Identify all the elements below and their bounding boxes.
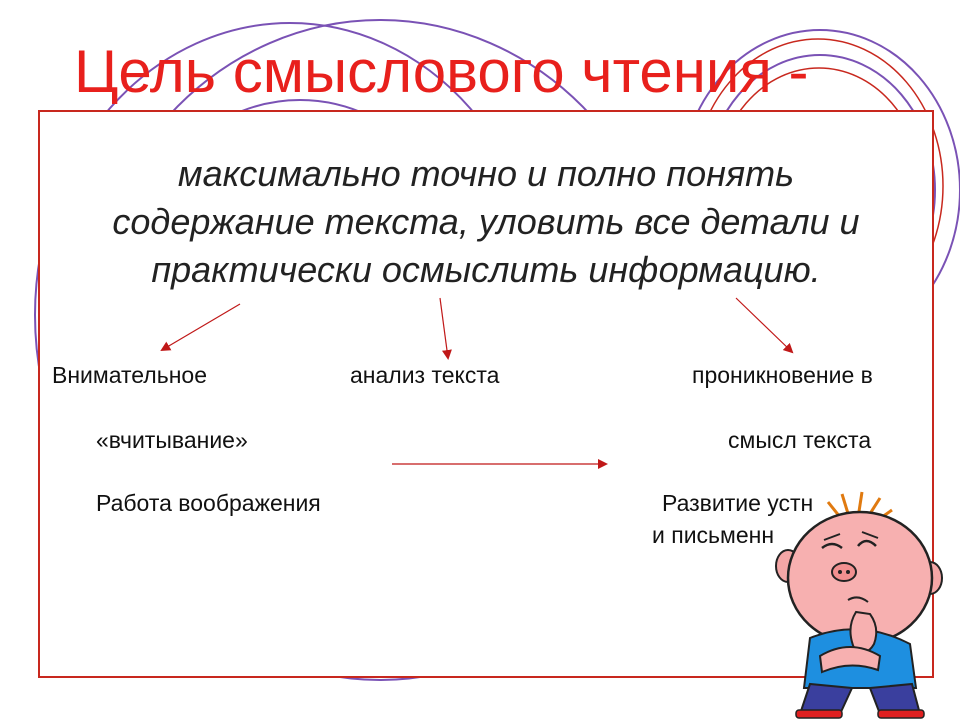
left-shoe — [796, 710, 842, 718]
definition-line-2: содержание текста, уловить все детали и — [112, 201, 860, 242]
thinking-cartoon-illustration — [770, 488, 946, 720]
branch-right-line-1: проникновение в — [692, 362, 873, 388]
branch-right-line-3: Развитие устн — [662, 490, 814, 516]
hand — [850, 612, 876, 652]
branch-left-line-2: «вчитывание» — [96, 427, 248, 453]
slide-title: Цель смыслового чтения - — [74, 38, 809, 105]
branch-right-line-4: и письменн — [652, 522, 775, 548]
definition-line-1: максимально точно и полно понять — [177, 153, 795, 194]
branch-right-line-2: смысл текста — [728, 427, 872, 453]
nose — [832, 563, 856, 581]
branch-center-label: анализ текста — [350, 362, 500, 388]
right-shoe — [878, 710, 924, 718]
branch-left-line-1: Внимательное — [52, 362, 207, 388]
definition-line-3: практически осмыслить информацию. — [151, 249, 821, 290]
definition-text — [0, 150, 960, 294]
branch-left-line-3: Работа воображения — [96, 490, 321, 516]
